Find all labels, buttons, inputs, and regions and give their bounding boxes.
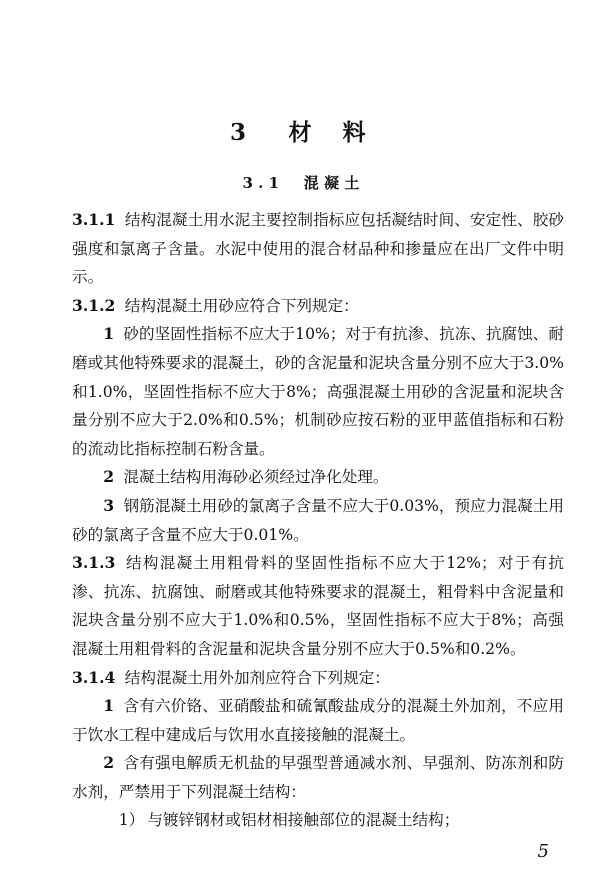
subitem-1	[72, 806, 564, 835]
clause-3-1-4	[72, 664, 564, 693]
clause-text: 结构混凝土用水泥主要控制指标应包括凝结时间、安定性、胶砂强度和氯离子含量。水泥中使用的混合材品种和掺量应在出厂文件中明示。	[72, 211, 564, 287]
clause-number: 3.1.1	[72, 210, 116, 229]
item-3	[72, 492, 564, 549]
item-2	[72, 463, 564, 492]
chapter-number: 3	[229, 119, 258, 146]
item-number: 1	[103, 324, 115, 344]
clause-3-1-2	[72, 292, 564, 321]
item-number: 2	[103, 467, 115, 487]
section-name: 混凝土	[303, 174, 365, 192]
subitem-text: 与镀锌钢材或铝材相接触部位的混凝土结构；	[147, 811, 460, 830]
chapter-title	[0, 114, 607, 147]
item-2	[72, 749, 564, 806]
chapter-name: 材 料	[288, 119, 378, 146]
clause-number: 3.1.2	[72, 295, 116, 315]
item-text: 钢筋混凝土用砂的氯离子含量不应大于0.03%，预应力混凝土用砂的氯离子含量不应大于0.01%。	[72, 496, 564, 544]
body-text	[72, 206, 564, 835]
item-1	[72, 320, 564, 463]
section-number: 3.1	[242, 174, 285, 192]
clause-number: 3.1.3	[72, 553, 116, 573]
clause-3-1-1	[72, 206, 564, 292]
item-text: 混凝土结构用海砂必须经过净化处理。	[123, 468, 389, 487]
item-number: 2	[103, 753, 115, 773]
section-title	[0, 172, 607, 193]
item-number: 1	[103, 696, 115, 716]
subitem-number: 1）	[118, 811, 145, 830]
item-text: 砂的坚固性指标不应大于10%；对于有抗渗、抗冻、抗腐蚀、耐磨或其他特殊要求的混凝土，砂的含泥量和泥块含量分别不应大于3.0%和1.0%，坚固性指标不应大于8%；高强混凝土用砂的含泥量和泥块含量分别不应大于2.0%和0.5%；机制砂应按石粉的亚甲蓝值指标和石粉的流动比指标控制石粉含量。	[72, 325, 564, 458]
page-number: 5	[537, 841, 549, 862]
item-text: 含有强电解质无机盐的早强型普通减水剂、早强剂、防冻剂和防水剂，严禁用于下列混凝土结构：	[72, 754, 564, 801]
clause-text: 结构混凝土用砂应符合下列规定：	[124, 296, 359, 315]
clause-3-1-3	[72, 549, 564, 663]
item-text: 含有六价铬、亚硝酸盐和硫氰酸盐成分的混凝土外加剂，不应用于饮水工程中建成后与饮用水直接接触的混凝土。	[72, 697, 564, 744]
clause-text: 结构混凝土用粗骨料的坚固性指标不应大于12%；对于有抗渗、抗冻、抗腐蚀、耐磨或其他特殊要求的混凝土，粗骨料中含泥量和泥块含量分别不应大于1.0%和0.5%，坚固性指标不应大于8%；高强混凝土用粗骨料的含泥量和泥块含量分别不应大于0.5%和0.2%。	[72, 554, 564, 658]
clause-number: 3.1.4	[72, 667, 116, 687]
clause-text: 结构混凝土用外加剂应符合下列规定：	[124, 668, 390, 687]
item-number: 3	[103, 495, 115, 515]
item-1	[72, 692, 564, 749]
